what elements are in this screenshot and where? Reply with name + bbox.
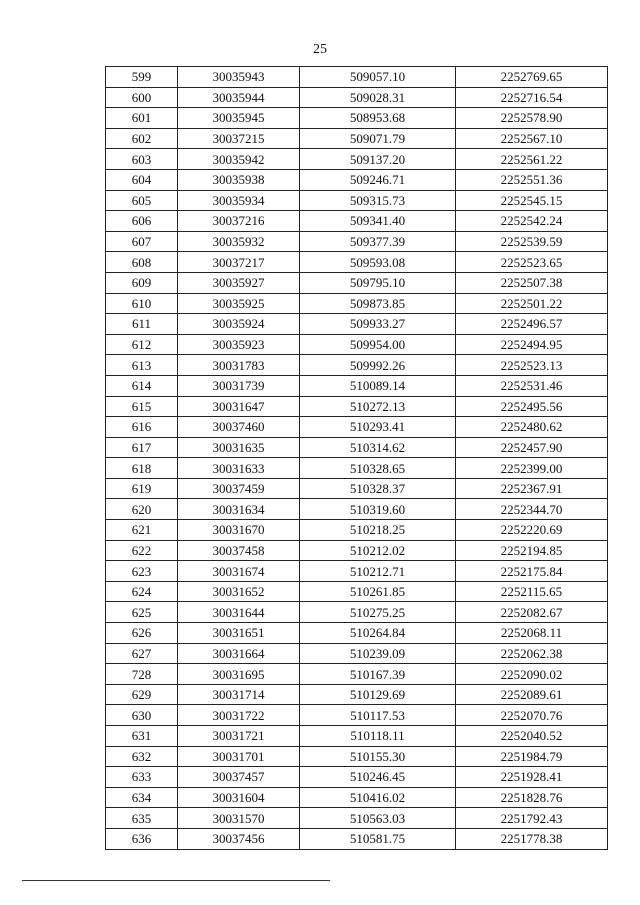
point-number-cell: 636 (106, 828, 178, 849)
point-number-cell: 608 (106, 252, 178, 273)
y-coordinate-cell: 2252539.59 (456, 231, 608, 252)
x-coordinate-cell: 509137.20 (300, 149, 456, 170)
point-number-cell: 612 (106, 334, 178, 355)
y-coordinate-cell: 2252567.10 (456, 128, 608, 149)
point-number-cell: 607 (106, 231, 178, 252)
point-number-cell: 600 (106, 87, 178, 108)
point-id-cell: 30031701 (178, 746, 300, 767)
table-row (106, 787, 608, 808)
point-number-cell: 615 (106, 396, 178, 417)
x-coordinate-cell: 509933.27 (300, 314, 456, 335)
point-id-cell: 30037456 (178, 828, 300, 849)
table-row (106, 726, 608, 747)
table-row (106, 561, 608, 582)
point-number-cell: 728 (106, 664, 178, 685)
x-coordinate-cell: 510155.30 (300, 746, 456, 767)
point-id-cell: 30035938 (178, 169, 300, 190)
point-number-cell: 602 (106, 128, 178, 149)
point-number-cell: 634 (106, 787, 178, 808)
y-coordinate-cell: 2252367.91 (456, 478, 608, 499)
x-coordinate-cell: 509028.31 (300, 87, 456, 108)
point-number-cell: 605 (106, 190, 178, 211)
point-number-cell: 624 (106, 581, 178, 602)
point-id-cell: 30031647 (178, 396, 300, 417)
point-id-cell: 30035925 (178, 293, 300, 314)
table-row (106, 746, 608, 767)
point-id-cell: 30031714 (178, 684, 300, 705)
point-number-cell: 603 (106, 149, 178, 170)
x-coordinate-cell: 510117.53 (300, 705, 456, 726)
table-row (106, 664, 608, 685)
point-id-cell: 30035943 (178, 67, 300, 88)
table-row (106, 108, 608, 129)
point-number-cell: 601 (106, 108, 178, 129)
point-id-cell: 30037457 (178, 767, 300, 788)
point-id-cell: 30031635 (178, 437, 300, 458)
table-row (106, 705, 608, 726)
point-id-cell: 30031644 (178, 602, 300, 623)
y-coordinate-cell: 2252070.76 (456, 705, 608, 726)
table-row (106, 684, 608, 705)
point-id-cell: 30035932 (178, 231, 300, 252)
y-coordinate-cell: 2251984.79 (456, 746, 608, 767)
x-coordinate-cell: 509954.00 (300, 334, 456, 355)
x-coordinate-cell: 510319.60 (300, 499, 456, 520)
point-id-cell: 30037217 (178, 252, 300, 273)
x-coordinate-cell: 510218.25 (300, 520, 456, 541)
y-coordinate-cell: 2252523.65 (456, 252, 608, 273)
point-number-cell: 610 (106, 293, 178, 314)
x-coordinate-cell: 509795.10 (300, 272, 456, 293)
table-row (106, 334, 608, 355)
y-coordinate-cell: 2252496.57 (456, 314, 608, 335)
table-row (106, 190, 608, 211)
y-coordinate-cell: 2252551.36 (456, 169, 608, 190)
point-number-cell: 623 (106, 561, 178, 582)
footnote-divider (22, 880, 330, 881)
y-coordinate-cell: 2252545.15 (456, 190, 608, 211)
table-row (106, 87, 608, 108)
y-coordinate-cell: 2252175.84 (456, 561, 608, 582)
y-coordinate-cell: 2252716.54 (456, 87, 608, 108)
table-row (106, 355, 608, 376)
x-coordinate-cell: 509377.39 (300, 231, 456, 252)
point-id-cell: 30037215 (178, 128, 300, 149)
x-coordinate-cell: 509873.85 (300, 293, 456, 314)
x-coordinate-cell: 510563.03 (300, 808, 456, 829)
y-coordinate-cell: 2252062.38 (456, 643, 608, 664)
y-coordinate-cell: 2252769.65 (456, 67, 608, 88)
table-row (106, 643, 608, 664)
point-id-cell: 30031634 (178, 499, 300, 520)
point-number-cell: 609 (106, 272, 178, 293)
table-row (106, 478, 608, 499)
point-id-cell: 30031664 (178, 643, 300, 664)
x-coordinate-cell: 510261.85 (300, 581, 456, 602)
point-id-cell: 30031604 (178, 787, 300, 808)
y-coordinate-cell: 2252501.22 (456, 293, 608, 314)
y-coordinate-cell: 2252542.24 (456, 211, 608, 232)
x-coordinate-cell: 510246.45 (300, 767, 456, 788)
point-number-cell: 627 (106, 643, 178, 664)
y-coordinate-cell: 2252082.67 (456, 602, 608, 623)
table-row (106, 211, 608, 232)
table-row (106, 293, 608, 314)
y-coordinate-cell: 2251792.43 (456, 808, 608, 829)
point-number-cell: 629 (106, 684, 178, 705)
table-row (106, 458, 608, 479)
point-id-cell: 30031633 (178, 458, 300, 479)
point-id-cell: 30031722 (178, 705, 300, 726)
point-id-cell: 30037460 (178, 417, 300, 438)
x-coordinate-cell: 510581.75 (300, 828, 456, 849)
table-row (106, 808, 608, 829)
table-row (106, 375, 608, 396)
table-row (106, 602, 608, 623)
point-id-cell: 30037216 (178, 211, 300, 232)
y-coordinate-cell: 2252495.56 (456, 396, 608, 417)
point-id-cell: 30035934 (178, 190, 300, 211)
point-number-cell: 625 (106, 602, 178, 623)
point-number-cell: 632 (106, 746, 178, 767)
point-number-cell: 604 (106, 169, 178, 190)
x-coordinate-cell: 510239.09 (300, 643, 456, 664)
point-number-cell: 622 (106, 540, 178, 561)
point-id-cell: 30035923 (178, 334, 300, 355)
point-number-cell: 616 (106, 417, 178, 438)
point-id-cell: 30031695 (178, 664, 300, 685)
table-row (106, 767, 608, 788)
y-coordinate-cell: 2252344.70 (456, 499, 608, 520)
y-coordinate-cell: 2252531.46 (456, 375, 608, 396)
table-row (106, 231, 608, 252)
point-id-cell: 30031739 (178, 375, 300, 396)
point-number-cell: 630 (106, 705, 178, 726)
table-row (106, 828, 608, 849)
coordinates-table (105, 66, 608, 850)
table-body (106, 67, 608, 850)
x-coordinate-cell: 510167.39 (300, 664, 456, 685)
page-number: 25 (313, 42, 327, 57)
x-coordinate-cell: 510416.02 (300, 787, 456, 808)
table-row (106, 272, 608, 293)
table-row (106, 437, 608, 458)
point-number-cell: 618 (106, 458, 178, 479)
x-coordinate-cell: 509341.40 (300, 211, 456, 232)
x-coordinate-cell: 510264.84 (300, 623, 456, 644)
point-id-cell: 30031651 (178, 623, 300, 644)
x-coordinate-cell: 509057.10 (300, 67, 456, 88)
point-id-cell: 30031674 (178, 561, 300, 582)
y-coordinate-cell: 2251928.41 (456, 767, 608, 788)
point-number-cell: 613 (106, 355, 178, 376)
y-coordinate-cell: 2252089.61 (456, 684, 608, 705)
y-coordinate-cell: 2251828.76 (456, 787, 608, 808)
y-coordinate-cell: 2252480.62 (456, 417, 608, 438)
point-number-cell: 606 (106, 211, 178, 232)
point-number-cell: 635 (106, 808, 178, 829)
x-coordinate-cell: 508953.68 (300, 108, 456, 129)
y-coordinate-cell: 2252457.90 (456, 437, 608, 458)
x-coordinate-cell: 510129.69 (300, 684, 456, 705)
point-id-cell: 30031670 (178, 520, 300, 541)
table-row (106, 149, 608, 170)
point-number-cell: 614 (106, 375, 178, 396)
x-coordinate-cell: 510089.14 (300, 375, 456, 396)
y-coordinate-cell: 2252561.22 (456, 149, 608, 170)
point-number-cell: 599 (106, 67, 178, 88)
point-id-cell: 30035945 (178, 108, 300, 129)
x-coordinate-cell: 510118.11 (300, 726, 456, 747)
y-coordinate-cell: 2252578.90 (456, 108, 608, 129)
point-number-cell: 611 (106, 314, 178, 335)
table-row (106, 252, 608, 273)
y-coordinate-cell: 2252068.11 (456, 623, 608, 644)
point-number-cell: 617 (106, 437, 178, 458)
x-coordinate-cell: 509315.73 (300, 190, 456, 211)
table-row (106, 540, 608, 561)
x-coordinate-cell: 510328.65 (300, 458, 456, 479)
x-coordinate-cell: 509992.26 (300, 355, 456, 376)
point-id-cell: 30035942 (178, 149, 300, 170)
x-coordinate-cell: 510275.25 (300, 602, 456, 623)
y-coordinate-cell: 2252090.02 (456, 664, 608, 685)
y-coordinate-cell: 2252507.38 (456, 272, 608, 293)
table-row (106, 581, 608, 602)
point-number-cell: 620 (106, 499, 178, 520)
x-coordinate-cell: 510328.37 (300, 478, 456, 499)
point-id-cell: 30031570 (178, 808, 300, 829)
point-number-cell: 621 (106, 520, 178, 541)
point-id-cell: 30031721 (178, 726, 300, 747)
point-id-cell: 30035944 (178, 87, 300, 108)
point-number-cell: 626 (106, 623, 178, 644)
table-row (106, 128, 608, 149)
table-row (106, 417, 608, 438)
y-coordinate-cell: 2252040.52 (456, 726, 608, 747)
table-row (106, 67, 608, 88)
table-row (106, 396, 608, 417)
x-coordinate-cell: 510272.13 (300, 396, 456, 417)
point-id-cell: 30037458 (178, 540, 300, 561)
point-id-cell: 30035924 (178, 314, 300, 335)
table-row (106, 169, 608, 190)
table-row (106, 499, 608, 520)
y-coordinate-cell: 2252194.85 (456, 540, 608, 561)
y-coordinate-cell: 2252399.00 (456, 458, 608, 479)
x-coordinate-cell: 510212.02 (300, 540, 456, 561)
x-coordinate-cell: 509071.79 (300, 128, 456, 149)
y-coordinate-cell: 2252220.69 (456, 520, 608, 541)
table-row (106, 520, 608, 541)
y-coordinate-cell: 2251778.38 (456, 828, 608, 849)
point-number-cell: 619 (106, 478, 178, 499)
y-coordinate-cell: 2252523.13 (456, 355, 608, 376)
y-coordinate-cell: 2252494.95 (456, 334, 608, 355)
point-id-cell: 30035927 (178, 272, 300, 293)
point-id-cell: 30031783 (178, 355, 300, 376)
x-coordinate-cell: 509593.08 (300, 252, 456, 273)
x-coordinate-cell: 510293.41 (300, 417, 456, 438)
x-coordinate-cell: 509246.71 (300, 169, 456, 190)
table-row (106, 623, 608, 644)
point-number-cell: 633 (106, 767, 178, 788)
y-coordinate-cell: 2252115.65 (456, 581, 608, 602)
point-id-cell: 30031652 (178, 581, 300, 602)
x-coordinate-cell: 510314.62 (300, 437, 456, 458)
point-number-cell: 631 (106, 726, 178, 747)
point-id-cell: 30037459 (178, 478, 300, 499)
x-coordinate-cell: 510212.71 (300, 561, 456, 582)
table-row (106, 314, 608, 335)
